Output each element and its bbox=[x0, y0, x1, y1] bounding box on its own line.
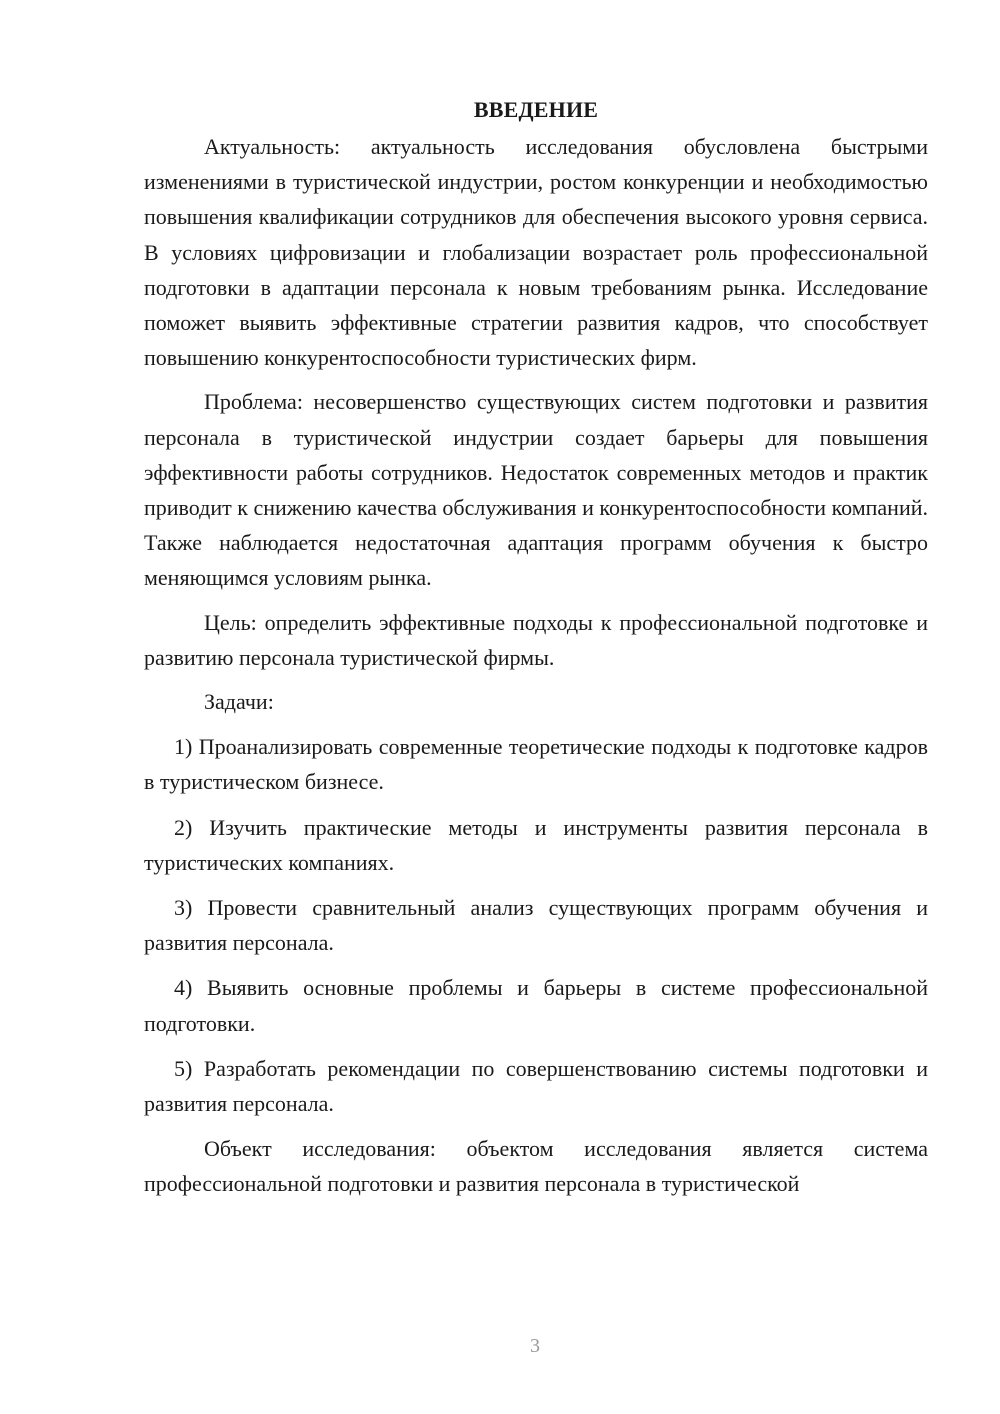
goal-paragraph: Цель: определить эффективные подходы к профессиональной подготовке и развитию персонала туристической фирмы. bbox=[144, 609, 928, 670]
task-item-2: 2) Изучить практические методы и инструменты развития персонала в туристических компаниях. bbox=[144, 814, 928, 875]
problem-paragraph: Проблема: несовершенство существующих систем подготовки и развития персонала в туристической индустрии создает барьеры для повышения эффективности работы сотрудников. Недостаток современных методов и практик приводит к снижению качества обслуживания и конкурентоспособности компаний. Также наблюдается недостаточная адаптация программ обучения к быстро меняющимся условиям рынка. bbox=[144, 389, 928, 591]
document-page bbox=[144, 92, 928, 1211]
section-heading: ВВЕДЕНИЕ bbox=[473, 97, 599, 122]
task-item-3: 3) Провести сравнительный анализ существующих программ обучения и развития персонала. bbox=[144, 895, 928, 956]
task-item-5: 5) Разработать рекомендации по совершенствованию системы подготовки и развития персонала. bbox=[144, 1055, 928, 1117]
object-paragraph: Объект исследования: объектом исследования является система профессиональной подготовки и развития персонала в туристической bbox=[144, 1136, 928, 1197]
task-item-4: 4) Выявить основные проблемы и барьеры в системе профессиональной подготовки. bbox=[144, 975, 928, 1036]
page-number: 3 bbox=[530, 1335, 540, 1357]
task-item-1: 1) Проанализировать современные теоретические подходы к подготовке кадров в туристическом бизнесе. bbox=[144, 734, 928, 795]
tasks-label: Задачи: bbox=[204, 689, 274, 715]
relevance-paragraph: Актуальность: актуальность исследования обусловлена быстрыми изменениями в туристической индустрии, ростом конкуренции и необходимостью повышения квалификации сотрудников для обеспечения высокого уровня сервиса. В условиях цифровизации и глобализации возрастает роль профессиональной подготовки в адаптации персонала к новым требованиям рынка. Исследование поможет выявить эффективные стратегии развития кадров, что способствует повышению конкурентоспособности туристических фирм. bbox=[144, 134, 928, 371]
